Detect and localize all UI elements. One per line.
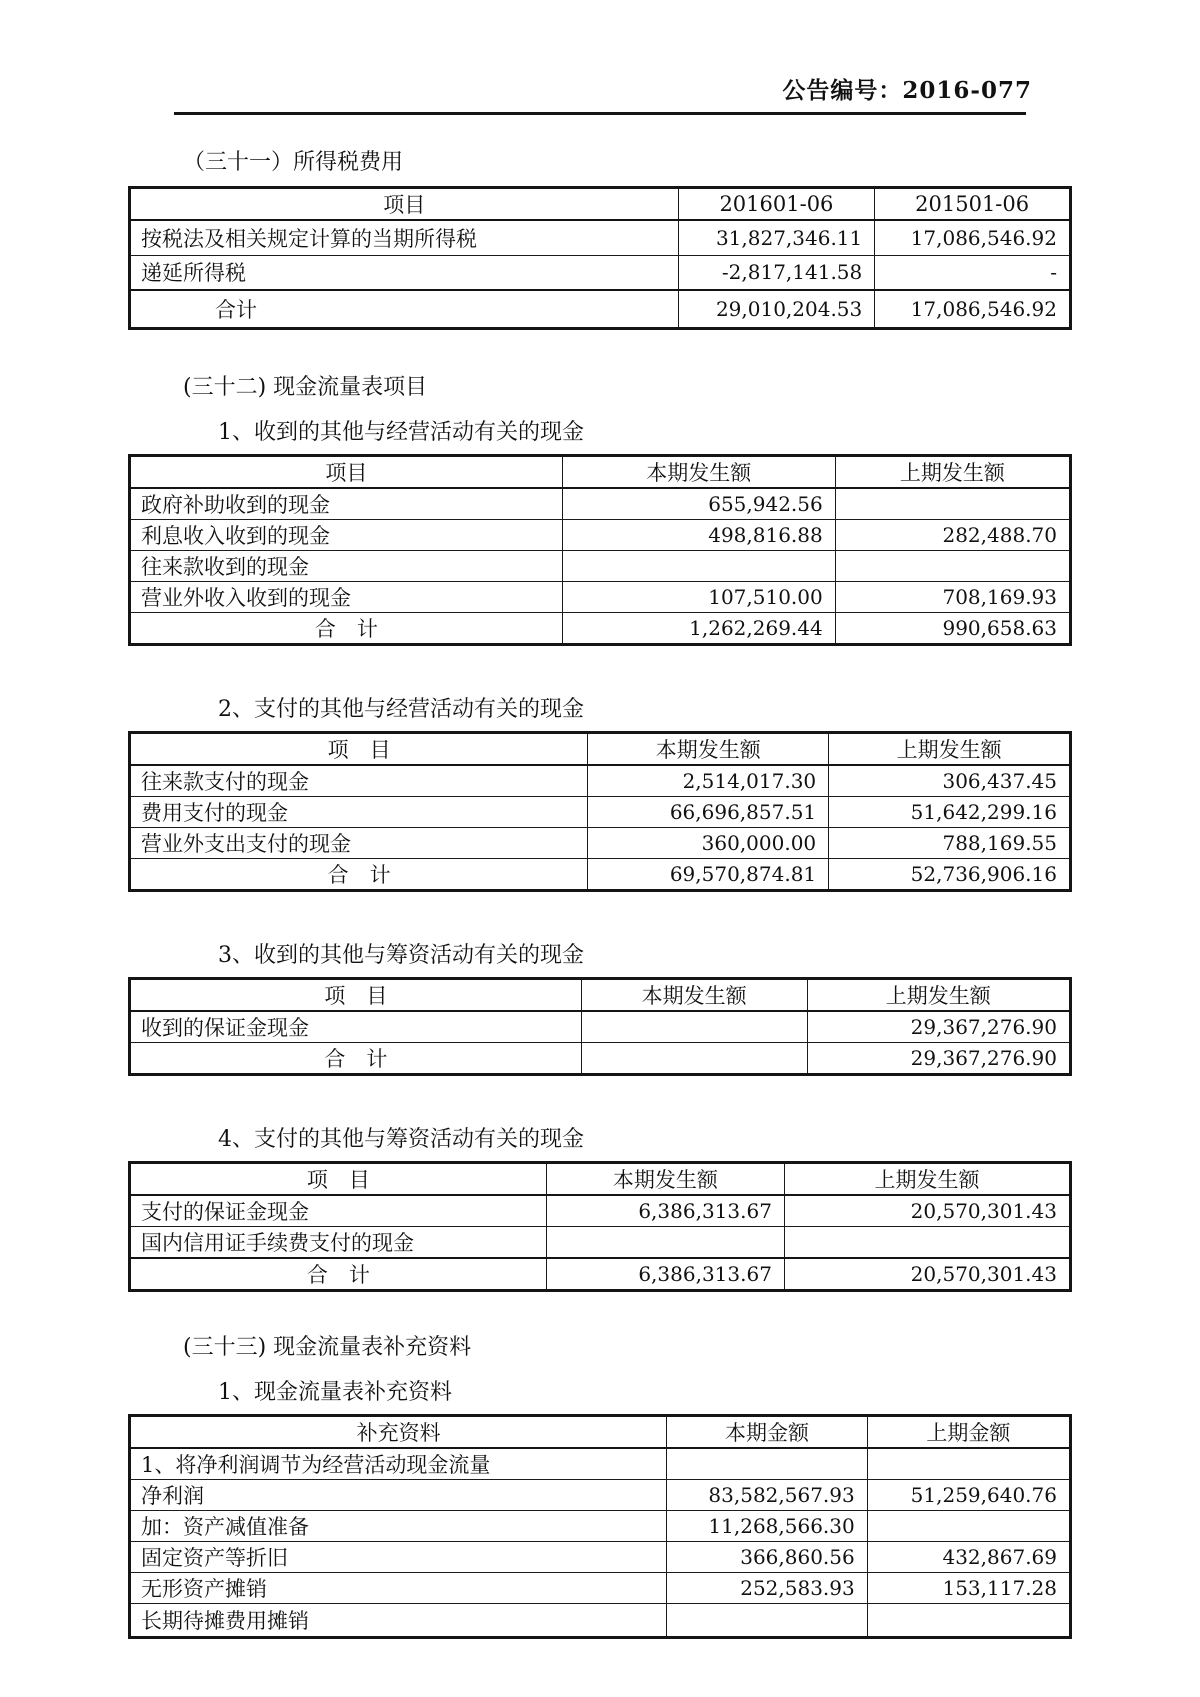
- current-period-cell: [562, 550, 835, 581]
- current-period-cell: 2,514,017.30: [588, 765, 829, 797]
- subsection-title-financing-paid: 4、支付的其他与筹资活动有关的现金: [218, 1126, 584, 1152]
- item-cell: 利息收入收到的现金: [130, 519, 563, 550]
- table-row: [130, 550, 1071, 581]
- total-row: [130, 1258, 1071, 1291]
- table-row: [130, 519, 1071, 550]
- item-cell: 国内信用证手续费支付的现金: [130, 1226, 547, 1258]
- prior-period-cell: 17,086,546.92: [875, 220, 1071, 255]
- current-period-cell: 252,583.93: [667, 1572, 867, 1603]
- operating-cash-paid-table: [128, 731, 1072, 892]
- table-row: [130, 1448, 1071, 1480]
- table-row: [130, 1572, 1071, 1603]
- cash-flow-supplement-table: [128, 1414, 1072, 1639]
- total-label-cell: 合计: [130, 290, 679, 328]
- item-cell: 递延所得税: [130, 255, 679, 290]
- financing-cash-paid-table: [128, 1161, 1072, 1292]
- prior-period-cell: [867, 1448, 1070, 1480]
- total-row: [130, 1042, 1071, 1074]
- prior-period-cell: 153,117.28: [867, 1572, 1070, 1603]
- table-row: [130, 1510, 1071, 1541]
- table-header-row: [130, 1415, 1071, 1448]
- header-cell-item: 项 目: [130, 978, 582, 1011]
- prior-period-cell: 51,642,299.16: [829, 796, 1071, 827]
- header-cell-item: 项 目: [130, 732, 588, 765]
- prior-period-cell: 788,169.55: [829, 827, 1071, 858]
- subsection-title-financing-received: 3、收到的其他与筹资活动有关的现金: [218, 942, 584, 968]
- prior-period-cell: 51,259,640.76: [867, 1479, 1070, 1510]
- table-header-row: [130, 188, 1071, 221]
- prior-period-cell: [867, 1603, 1070, 1637]
- document-page: [128, 0, 1072, 1639]
- header-cell-item: 项目: [130, 188, 679, 221]
- prior-period-cell: -: [875, 255, 1071, 290]
- item-cell: 净利润: [130, 1479, 667, 1510]
- subsection-title-supplement: 1、现金流量表补充资料: [218, 1379, 452, 1405]
- prior-period-cell: 29,367,276.90: [807, 1042, 1071, 1074]
- table-row: [130, 581, 1071, 612]
- prior-period-cell: [835, 550, 1070, 581]
- header-cell-current: 本期发生额: [588, 732, 829, 765]
- header-cell-prior: 上期发生额: [835, 455, 1070, 488]
- current-period-cell: [581, 1011, 807, 1043]
- prior-period-cell: [784, 1226, 1070, 1258]
- prior-period-cell: [867, 1510, 1070, 1541]
- current-period-cell: 31,827,346.11: [678, 220, 875, 255]
- income-tax-table: [128, 186, 1072, 330]
- section-title-33: (三十三) 现金流量表补充资料: [183, 1334, 472, 1360]
- header-cell-current: 本期金额: [667, 1415, 867, 1448]
- section-title-31: （三十一）所得税费用: [183, 150, 404, 175]
- prior-period-cell: 708,169.93: [835, 581, 1070, 612]
- prior-period-cell: 20,570,301.43: [784, 1258, 1070, 1291]
- header-cell-current: 本期发生额: [546, 1162, 784, 1195]
- current-period-cell: 6,386,313.67: [546, 1195, 784, 1227]
- prior-period-cell: 52,736,906.16: [829, 858, 1071, 890]
- prior-period-cell: 20,570,301.43: [784, 1195, 1070, 1227]
- total-row: [130, 612, 1071, 644]
- current-period-cell: 6,386,313.67: [546, 1258, 784, 1291]
- current-period-cell: 366,860.56: [667, 1541, 867, 1572]
- table-row: [130, 1195, 1071, 1227]
- prior-period-cell: 306,437.45: [829, 765, 1071, 797]
- header-cell-prior: 上期发生额: [784, 1162, 1070, 1195]
- total-row: [130, 858, 1071, 890]
- prior-period-cell: 990,658.63: [835, 612, 1070, 644]
- prior-period-cell: 17,086,546.92: [875, 290, 1071, 328]
- operating-cash-received-table: [128, 454, 1072, 646]
- table-row: [130, 827, 1071, 858]
- total-label-cell: 合 计: [130, 1042, 582, 1074]
- current-period-cell: 69,570,874.81: [588, 858, 829, 890]
- item-cell: 1、将净利润调节为经营活动现金流量: [130, 1448, 667, 1480]
- item-cell: 支付的保证金现金: [130, 1195, 547, 1227]
- header-cell-current: 本期发生额: [581, 978, 807, 1011]
- item-cell: 政府补助收到的现金: [130, 488, 563, 520]
- table-row: [130, 1603, 1071, 1637]
- item-cell: 往来款收到的现金: [130, 550, 563, 581]
- current-period-cell: [667, 1448, 867, 1480]
- prior-period-cell: 29,367,276.90: [807, 1011, 1071, 1043]
- current-period-cell: [581, 1042, 807, 1074]
- total-label-cell: 合 计: [130, 1258, 547, 1291]
- current-period-cell: 360,000.00: [588, 827, 829, 858]
- table-row: [130, 765, 1071, 797]
- current-period-cell: [546, 1226, 784, 1258]
- header-cell-item: 项目: [130, 455, 563, 488]
- header-rule: [174, 112, 1026, 115]
- item-cell: 固定资产等折旧: [130, 1541, 667, 1572]
- table-row: [130, 220, 1071, 255]
- current-period-cell: [667, 1603, 867, 1637]
- current-period-cell: -2,817,141.58: [678, 255, 875, 290]
- section-title-32: (三十二) 现金流量表项目: [183, 374, 428, 400]
- prior-period-cell: 282,488.70: [835, 519, 1070, 550]
- subsection-title-operating-received: 1、收到的其他与经营活动有关的现金: [218, 419, 584, 445]
- table-header-row: [130, 1162, 1071, 1195]
- header-cell-current: 本期发生额: [562, 455, 835, 488]
- table-row: [130, 1226, 1071, 1258]
- financing-cash-received-table: [128, 977, 1072, 1076]
- header-cell-prior: 201501-06: [875, 188, 1071, 221]
- item-cell: 加：资产减值准备: [130, 1510, 667, 1541]
- table-row: [130, 1011, 1071, 1043]
- total-row: [130, 290, 1071, 328]
- table-row: [130, 1541, 1071, 1572]
- item-cell: 无形资产摊销: [130, 1572, 667, 1603]
- table-header-row: [130, 978, 1071, 1011]
- item-cell: 费用支付的现金: [130, 796, 588, 827]
- header-cell-prior: 上期金额: [867, 1415, 1070, 1448]
- doc-number: 公告编号：2016-077: [782, 77, 1032, 104]
- table-row: [130, 1479, 1071, 1510]
- item-cell: 收到的保证金现金: [130, 1011, 582, 1043]
- current-period-cell: 11,268,566.30: [667, 1510, 867, 1541]
- item-cell: 按税法及相关规定计算的当期所得税: [130, 220, 679, 255]
- item-cell: 往来款支付的现金: [130, 765, 588, 797]
- current-period-cell: 655,942.56: [562, 488, 835, 520]
- total-label-cell: 合 计: [130, 858, 588, 890]
- table-row: [130, 255, 1071, 290]
- current-period-cell: 1,262,269.44: [562, 612, 835, 644]
- item-cell: 营业外支出支付的现金: [130, 827, 588, 858]
- current-period-cell: 498,816.88: [562, 519, 835, 550]
- table-header-row: [130, 732, 1071, 765]
- table-header-row: [130, 455, 1071, 488]
- prior-period-cell: [835, 488, 1070, 520]
- header-cell-prior: 上期发生额: [807, 978, 1071, 1011]
- header-cell-prior: 上期发生额: [829, 732, 1071, 765]
- item-cell: 长期待摊费用摊销: [130, 1603, 667, 1637]
- prior-period-cell: 432,867.69: [867, 1541, 1070, 1572]
- table-row: [130, 488, 1071, 520]
- item-cell: 营业外收入收到的现金: [130, 581, 563, 612]
- current-period-cell: 29,010,204.53: [678, 290, 875, 328]
- current-period-cell: 66,696,857.51: [588, 796, 829, 827]
- table-row: [130, 796, 1071, 827]
- header-cell-current: 201601-06: [678, 188, 875, 221]
- current-period-cell: 107,510.00: [562, 581, 835, 612]
- header-cell-item: 项 目: [130, 1162, 547, 1195]
- current-period-cell: 83,582,567.93: [667, 1479, 867, 1510]
- header-cell-item: 补充资料: [130, 1415, 667, 1448]
- total-label-cell: 合 计: [130, 612, 563, 644]
- subsection-title-operating-paid: 2、支付的其他与经营活动有关的现金: [218, 696, 584, 722]
